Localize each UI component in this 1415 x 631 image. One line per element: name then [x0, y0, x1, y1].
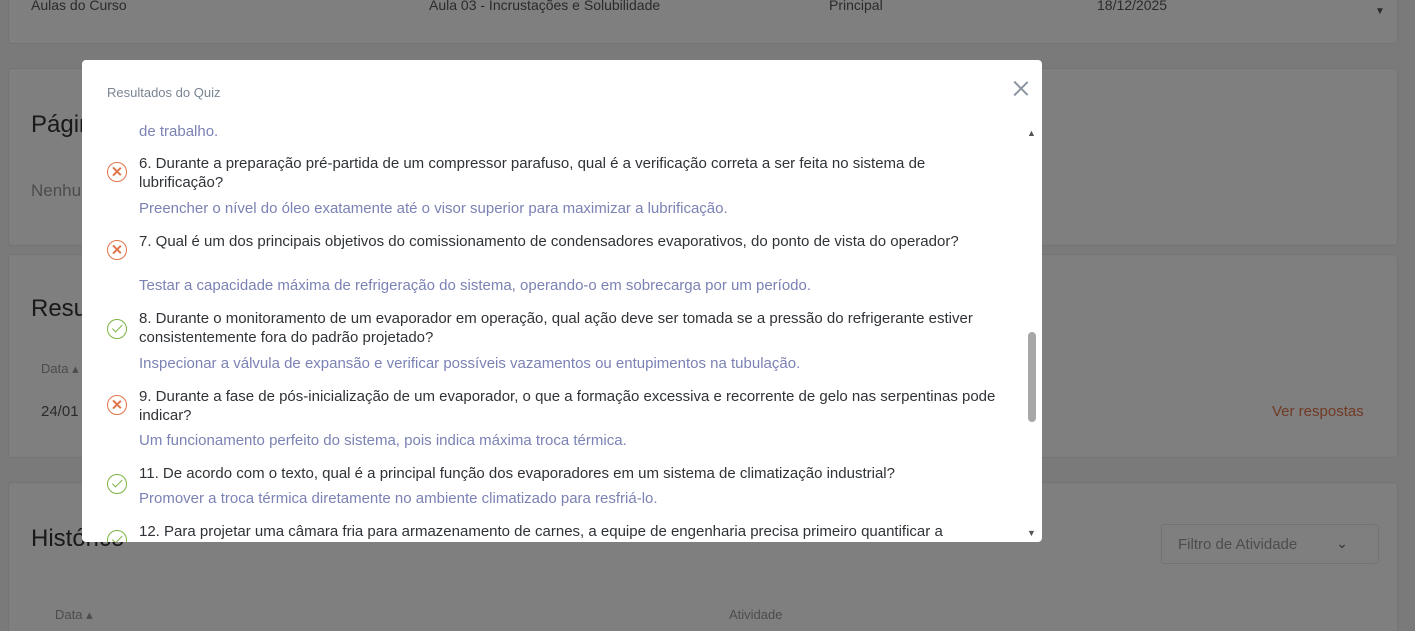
answer-text: Testar a capacidade máxima de refrigeração do sistema, operando-o em sobrecarga por um período.	[139, 277, 812, 294]
question-text: 12. Para projetar uma câmara fria para armazenamento de carnes, a equipe de engenharia precisa primeiro quantificar a	[139, 523, 943, 540]
answer-text: Inspecionar a válvula de expansão e verificar possíveis vazamentos ou entupimentos na tubulação.	[139, 355, 801, 372]
scroll-down-icon[interactable]: ▼	[1027, 528, 1036, 538]
question-text: 6. Durante a preparação pré-partida de um compressor parafuso, qual é a verificação correta a ser feita no sistema de lubrificação?	[139, 155, 926, 191]
question-text: 9. Durante a fase de pós-inicialização de um evaporador, o que a formação excessiva e recorrente de gelo nas serpentinas pode indicar?	[139, 388, 996, 424]
answer-text: Um funcionamento perfeito do sistema, pois indica máxima troca térmica.	[139, 432, 627, 449]
check-icon	[107, 474, 127, 494]
check-icon	[107, 319, 127, 339]
wrong-icon	[107, 162, 127, 182]
scrollbar-thumb[interactable]	[1028, 332, 1036, 422]
modal-title: Resultados do Quiz	[107, 85, 221, 100]
scroll-up-icon[interactable]: ▲	[1027, 128, 1036, 138]
answer-text: Preencher o nível do óleo exatamente até o visor superior para maximizar a lubrificação.	[139, 200, 728, 217]
wrong-icon	[107, 395, 127, 415]
question-text: 11. De acordo com o texto, qual é a principal função dos evaporadores em um sistema de climatização industrial?	[139, 465, 895, 482]
wrong-icon	[107, 240, 127, 260]
question-text: 7. Qual é um dos principais objetivos do comissionamento de condensadores evaporativos, do ponto de vista do operador?	[139, 233, 959, 250]
question-text: 8. Durante o monitoramento de um evaporador em operação, qual ação deve ser tomada se a pressão do refrigerante estiver consistentemente fora do padrão projetado?	[139, 310, 973, 346]
answer-text: de trabalho.	[139, 123, 219, 140]
check-icon	[107, 530, 127, 542]
quiz-results-list[interactable]	[82, 120, 1042, 542]
answer-text: Promover a troca térmica diretamente no ambiente climatizado para resfriá-lo.	[139, 490, 658, 507]
close-icon[interactable]	[1011, 78, 1031, 98]
quiz-results-modal	[82, 60, 1042, 542]
scrollbar[interactable]	[1024, 120, 1038, 542]
